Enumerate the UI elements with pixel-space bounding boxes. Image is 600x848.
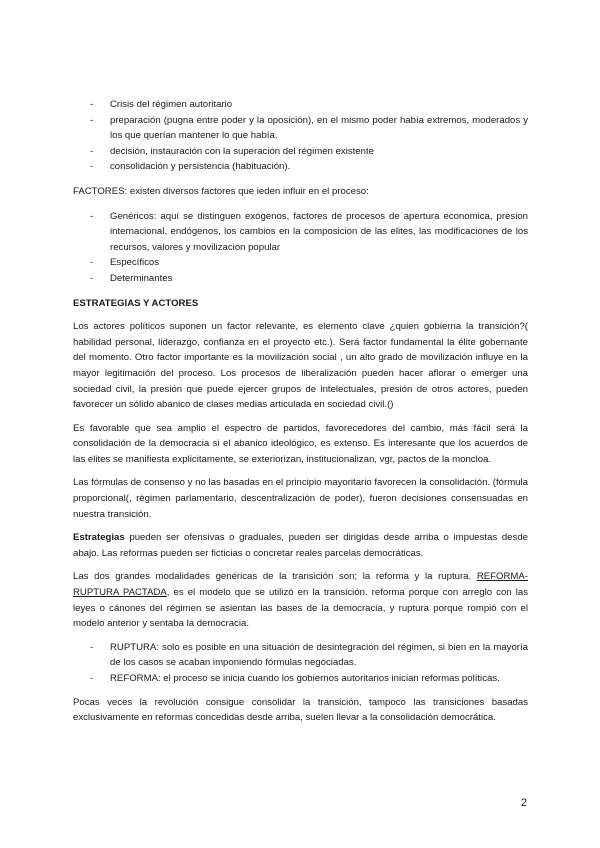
modalities-list (73, 640, 528, 687)
paragraph-consensus: Las fórmulas de consenso y no las basadas en el principio mayoritario favorecen la consolidación. (fórmula proporcional(, régimen parlamentario, descentralización de poder), fueron decisiones consensuadas en nuestra transición. (73, 477, 528, 520)
strategies-term: Estrategias (73, 532, 125, 544)
list-item-text: consolidación y persistencia (habituación). (110, 161, 291, 173)
list-item-text: Crisis del régimen autoritario (110, 99, 233, 110)
list-item-text: Genéricos: aquí se distinguen exógenos, factores de procesos de apertura economica, presion internacional. endógenos, los cambios en la composicion de las elites, las modificaciones de los recursos, valores y movilizacion popular (110, 210, 528, 253)
dash-bullet: - (90, 161, 94, 173)
strategies-text: pueden ser ofensivas o graduales, pueden ser dirigidas desde arriba o impuestas desde abajo. Las reformas pueden ser ficticias o concretar reales parcelas democráticas. (73, 532, 528, 559)
list-item (73, 159, 528, 175)
dash-bullet: - (90, 99, 94, 110)
list-item-text: Determinantes (110, 272, 173, 284)
list-item (73, 271, 528, 287)
dash-bullet: - (90, 210, 94, 222)
dash-bullet: - (90, 257, 94, 269)
paragraph-strategies (73, 530, 528, 561)
list-item (73, 209, 528, 256)
list-item-text: decisión, instauración con la superación del régimen existente (110, 145, 374, 157)
dash-bullet: - (90, 673, 94, 684)
list-item-text: REFORMA: el proceso se inicia cuando los gobiernos autoritarios inician reformas políticas. (110, 673, 500, 684)
list-item (73, 640, 528, 671)
dash-bullet: - (90, 145, 94, 157)
list-item-text: Específicos (110, 257, 160, 269)
list-item-text: preparación (pugna entre poder y la oposición), en el mismo poder había extremos, moderados y los que querían mantener lo que había. (110, 114, 528, 142)
list-item-text: RUPTURA: solo es posible en una situación de desintegración del régimen, si bien en la mayoría de los casos se acaban imponiendo fórmulas negociadas. (110, 641, 528, 669)
list-item (73, 671, 528, 687)
section-heading: ESTRATEGIAS Y ACTORES (73, 297, 199, 309)
dash-bullet: - (90, 272, 94, 284)
paragraph-revolution: Pocas veces la revolución consigue consolidar la transición, tampoco las transiciones basadas exclusivamente en reformas concedidas desde arriba, suelen llevar a la consolidación democrática. (73, 696, 528, 724)
paragraph-parties: Es favorable que sea amplio el espectro de partidos, favorecedores del cambio, más fácil será la consolidación de la democracia si el abanico ideológico, es extenso. Es interesante que los acuerdos de las elites se manifiesta explicitamente, se exteriorizan, institucionalizan, vgr, pactos de la moncloa. (73, 422, 528, 465)
factors-list (73, 209, 528, 287)
paragraph-modalities (73, 569, 528, 631)
page-content (73, 97, 528, 726)
modalities-underlined-term: REFORMA-RUPTURA PACTADA (73, 571, 528, 599)
factores-paragraph: FACTORES: existen diversos factores que ieden influir en el proceso: (73, 185, 369, 197)
list-item (73, 113, 528, 144)
list-item (73, 255, 528, 271)
paragraph-actors: Los actores políticos suponen un factor relevante, es elemento clave ¿quien gobierna la transición?( habilidad personal, liderazgo, confianza en el proyecto etc.). Será factor fundamental la élite gobernante del momento. Otro factor importante es la movilización social , un alto grado de movilización influye en la mayor legitimación del proceso. Los procesos de liberalización pueden hacer aflorar o emerger una sociedad civil, la presión que puede ejercer grupos de intelectuales, presión de otros actores, pueden favorecer un sólido abanico de clases medias articulada en sociedad civil.() (73, 321, 528, 411)
dash-bullet: - (90, 114, 94, 126)
modalities-text-post: , es el modelo que se utilizó en la transición. reforma porque con arreglo con las leyes o cánones del régimen se asientan las bases de la democracia, y ruptura porque rompió con el modelo anterior y sentaba la democracia. (73, 587, 528, 630)
modalities-text-pre: Las dos grandes modalidades genéricas de la transición son; la reforma y la ruptura. (73, 571, 477, 583)
list-item (73, 144, 528, 160)
list-item (73, 97, 528, 113)
page-number: 2 (520, 797, 527, 809)
dash-bullet: - (90, 641, 94, 653)
phases-list (73, 97, 528, 175)
